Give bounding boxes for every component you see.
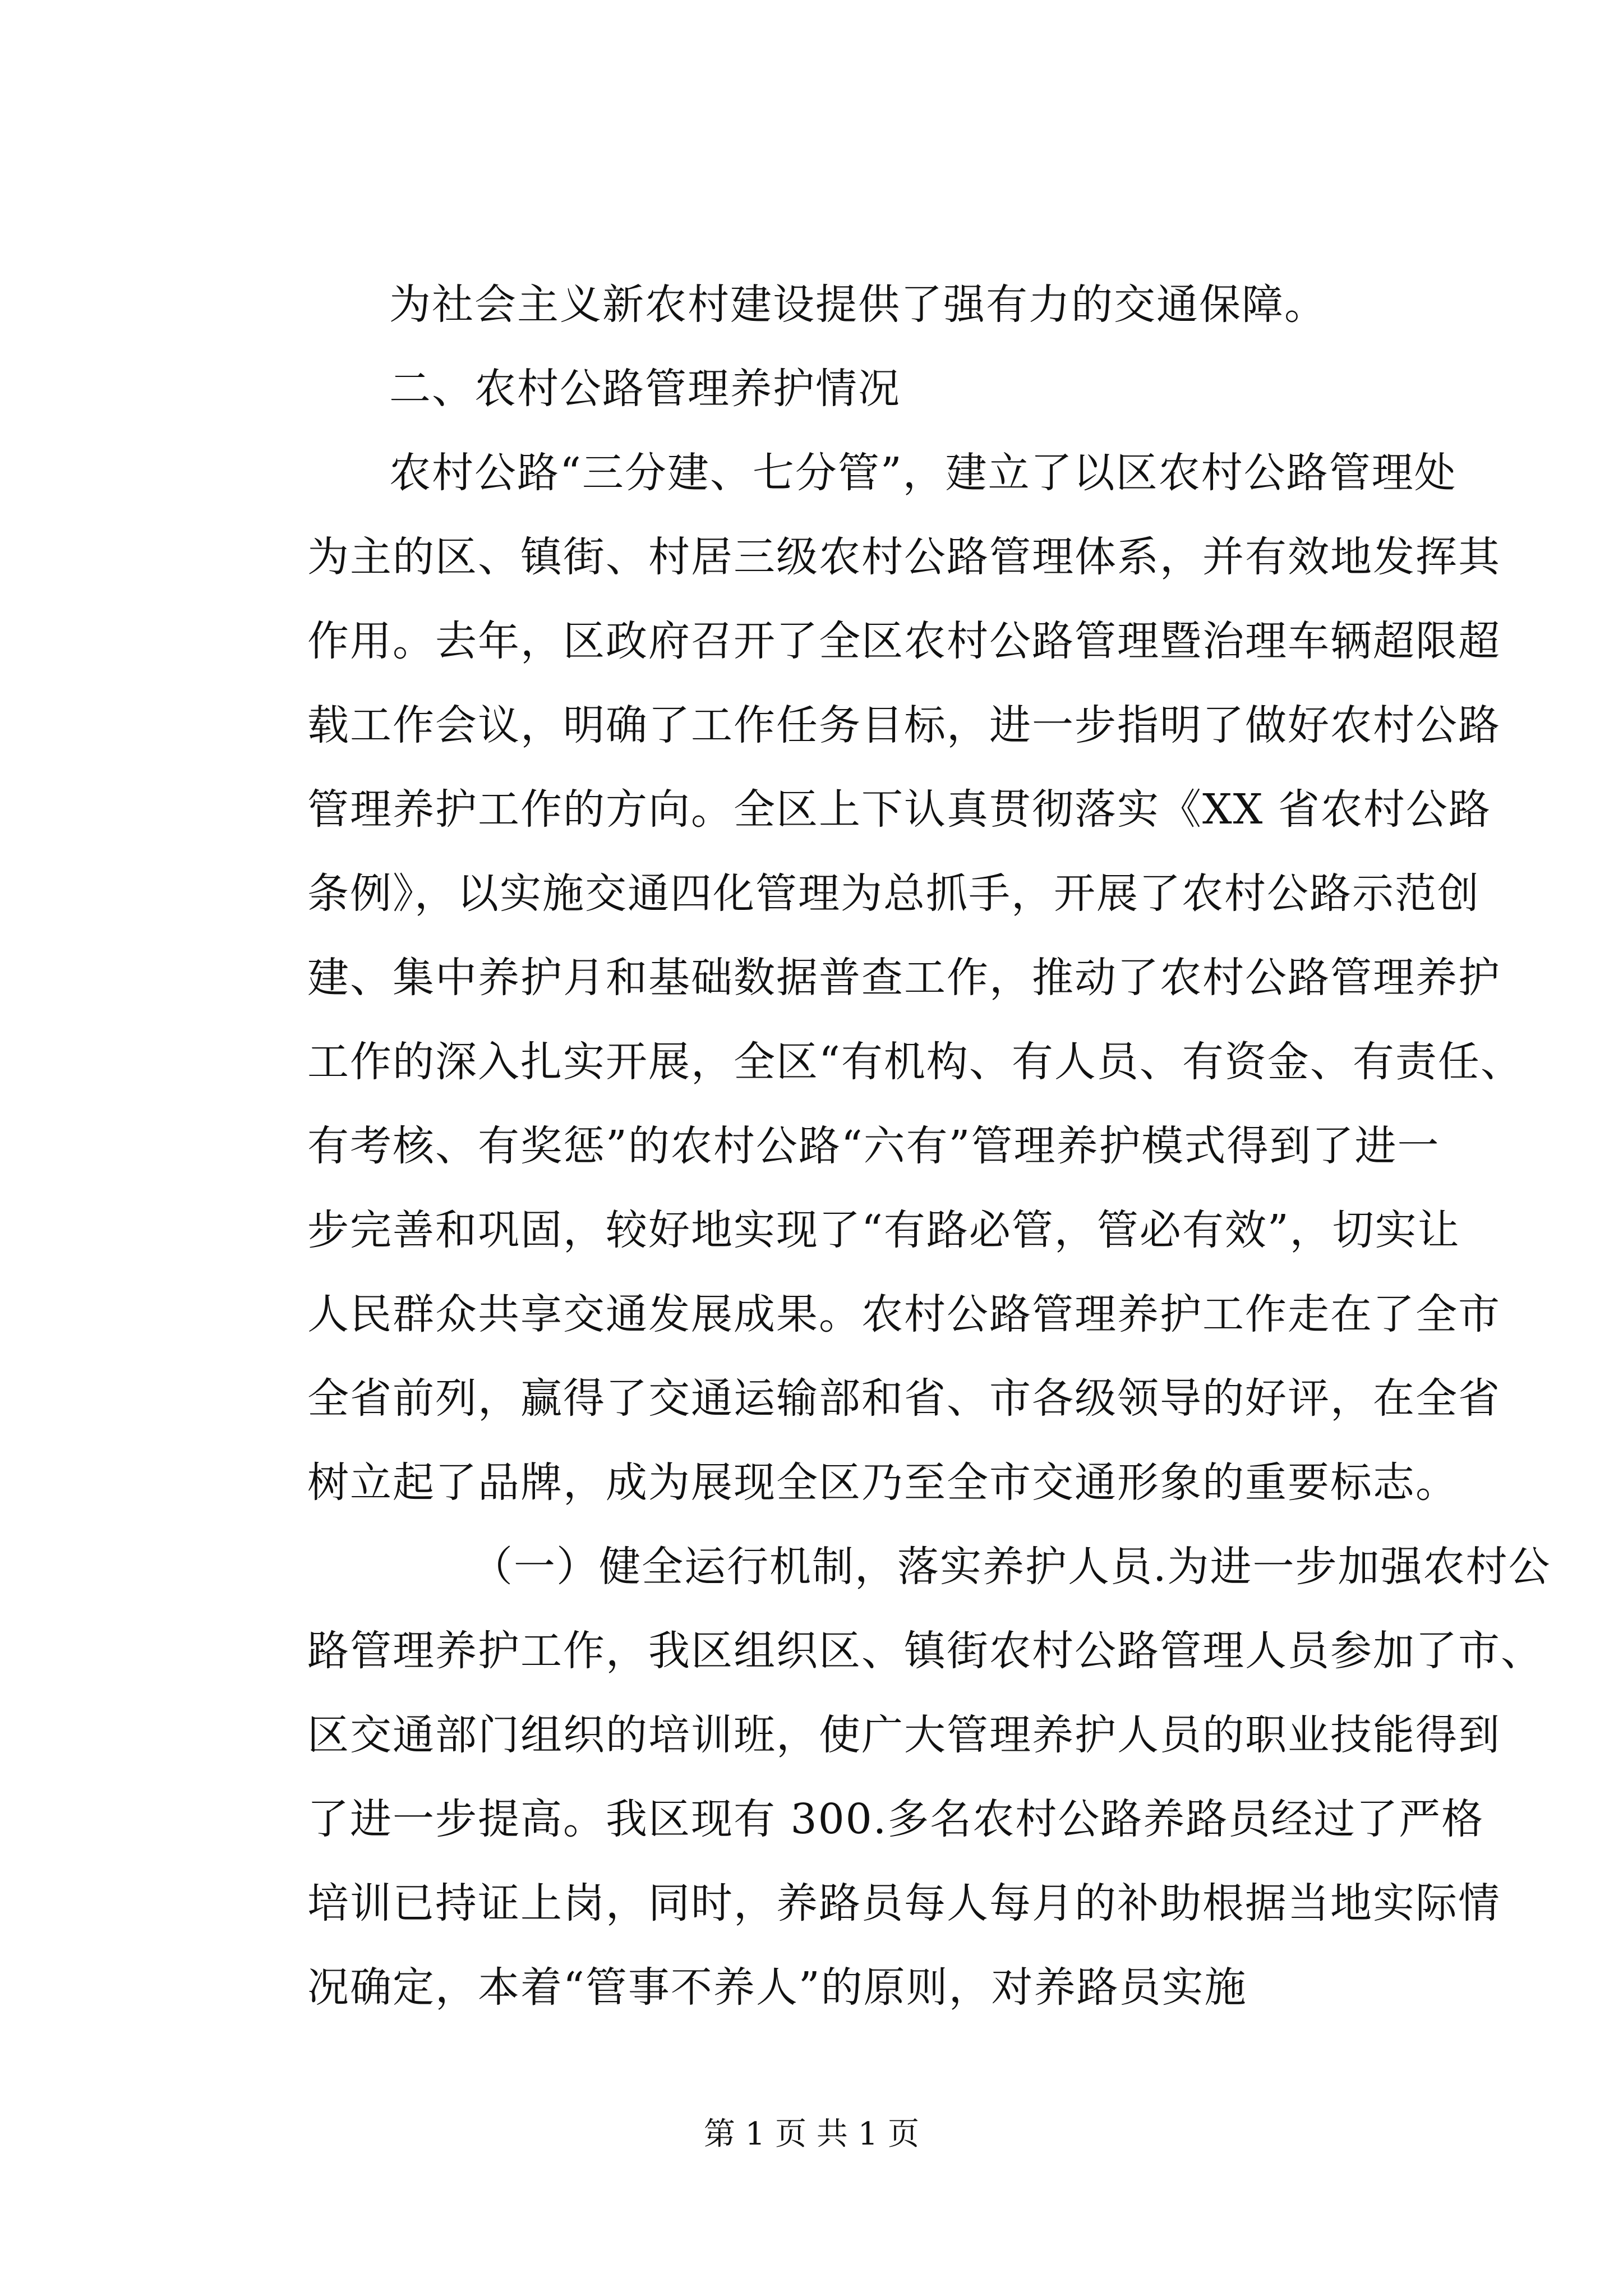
paragraph-line: 为主的区、镇街、村居三级农村公路管理体系，并有效地发挥其 [307,533,1501,581]
paragraph-line: 农村公路“三分建、七分管”，建立了以区农村公路管理处 [389,449,1457,497]
paragraph-line: 条例》，以实施交通四化管理为总抓手，开展了农村公路示范创 [307,869,1480,918]
paragraph-line: 全省前列，赢得了交通运输部和省、市各级领导的好评，在全省 [307,1374,1501,1423]
paragraph-line: 工作的深入扎实开展，全区“有机构、有人员、有资金、有责任、 [307,1038,1523,1086]
paragraph-line: 培训已持证上岗，同时，养路员每人每月的补助根据当地实际情 [307,1879,1501,1927]
subsection-line: （一）健全运行机制，落实养护人员.为进一步加强农村公 [471,1543,1551,1591]
paragraph-line: 载工作会议，明确了工作任务目标，进一步指明了做好农村公路 [307,701,1501,749]
paragraph-line: 路管理养护工作，我区组织区、镇街农村公路管理人员参加了市、 [307,1627,1543,1675]
paragraph-line: 况确定，本着“管事不养人”的原则，对养路员实施 [307,1963,1247,2012]
paragraph-line: 建、集中养护月和基础数据普查工作，推动了农村公路管理养护 [307,954,1501,1002]
paragraph-line: 管理养护工作的方向。全区上下认真贯彻落实《XX 省农村公路 [307,785,1491,834]
paragraph-line: 为社会主义新农村建设提供了强有力的交通保障。 [389,280,1327,329]
page-number-footer: 第 1 页 共 1 页 [703,2116,920,2152]
paragraph-line: 树立起了品牌，成为展现全区乃至全市交通形象的重要标志。 [307,1458,1458,1507]
paragraph-line: 人民群众共享交通发展成果。农村公路管理养护工作走在了全市 [307,1290,1501,1338]
paragraph-line: 区交通部门组织的培训班，使广大管理养护人员的职业技能得到 [307,1711,1501,1759]
section-heading: 二、农村公路管理养护情况 [389,365,901,413]
paragraph-line: 作用。去年，区政府召开了全区农村公路管理暨治理车辆超限超 [307,617,1501,665]
paragraph-line: 了进一步提高。我区现有 300.多名农村公路养路员经过了严格 [307,1795,1484,1843]
paragraph-line: 步完善和巩固，较好地实现了“有路必管，管必有效”，切实让 [307,1206,1460,1254]
document-body [307,263,1551,2030]
paragraph-line: 有考核、有奖惩”的农村公路“六有”管理养护模式得到了进一 [307,1122,1440,1170]
